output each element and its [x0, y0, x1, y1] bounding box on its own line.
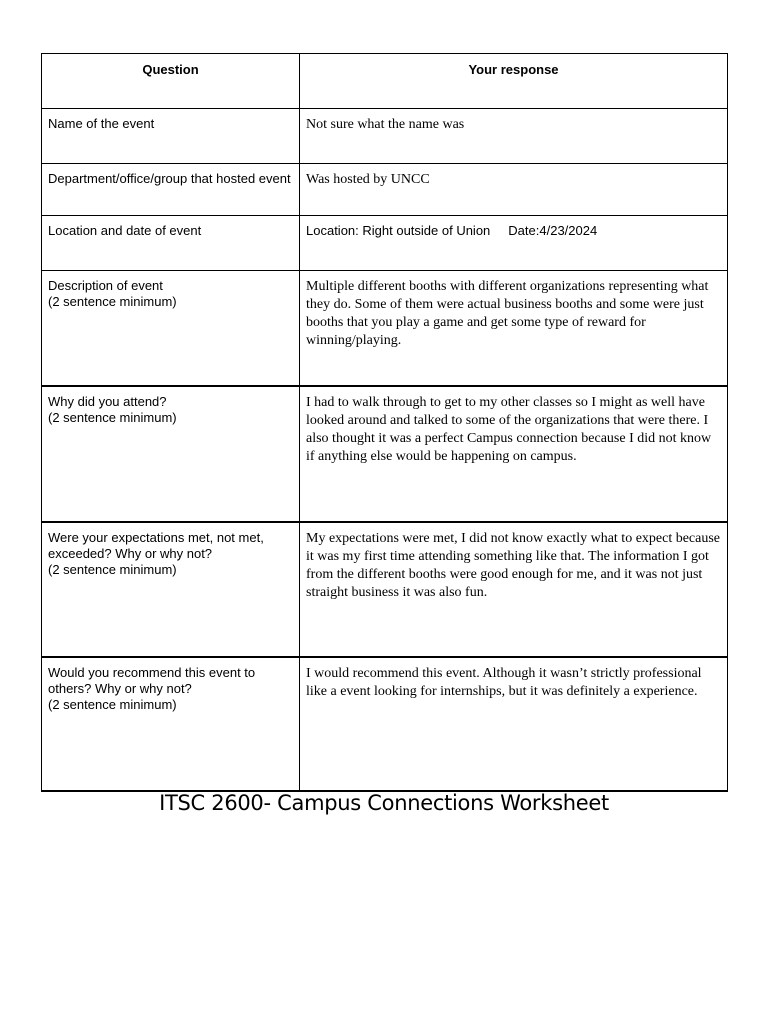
table-row — [42, 522, 728, 657]
response-cell: I would recommend this event. Although it wasn’t strictly professional like a event looking for internships, but it was definitely a experience. — [300, 657, 728, 791]
question-cell: Department/office/group that hosted event — [42, 164, 300, 216]
table-row — [42, 271, 728, 386]
response-cell: I had to walk through to get to my other classes so I might as well have looked around and talked to some of the organizations that were there. I also thought it was a perfect Campus connection because I did not know if anything else would be happening on campus. — [300, 386, 728, 522]
table-row — [42, 109, 728, 164]
table-row — [42, 164, 728, 216]
question-cell: Name of the event — [42, 109, 300, 164]
worksheet-table — [41, 53, 728, 792]
question-cell: Would you recommend this event to others? Why or why not? (2 sentence minimum) — [42, 657, 300, 791]
response-cell: Was hosted by UNCC — [300, 164, 728, 216]
question-cell: Location and date of event — [42, 216, 300, 271]
question-cell: Were your expectations met, not met, exceeded? Why or why not? (2 sentence minimum) — [42, 522, 300, 657]
response-cell: My expectations were met, I did not know exactly what to expect because it was my first time attending something like that. The information I got from the different booths were good enough for me, and it was not just straight business it was also fun. — [300, 522, 728, 657]
location-text: Location: Right outside of Union — [306, 223, 491, 238]
response-cell — [300, 216, 728, 271]
question-cell: Why did you attend? (2 sentence minimum) — [42, 386, 300, 522]
response-cell: Not sure what the name was — [300, 109, 728, 164]
table-row — [42, 216, 728, 271]
question-cell: Description of event (2 sentence minimum) — [42, 271, 300, 386]
table-row — [42, 386, 728, 522]
response-cell: Multiple different booths with different organizations representing what they do. Some of them were actual business booths and some were just booths that you play a game and get some type of reward for winning/playing. — [300, 271, 728, 386]
table-row — [42, 657, 728, 791]
date-text: Date:4/23/2024 — [508, 223, 598, 238]
response-column-header: Your response — [300, 54, 728, 109]
table-header-row — [42, 54, 728, 109]
worksheet-title: ITSC 2600- Campus Connections Worksheet — [159, 791, 609, 815]
question-column-header: Question — [42, 54, 300, 109]
